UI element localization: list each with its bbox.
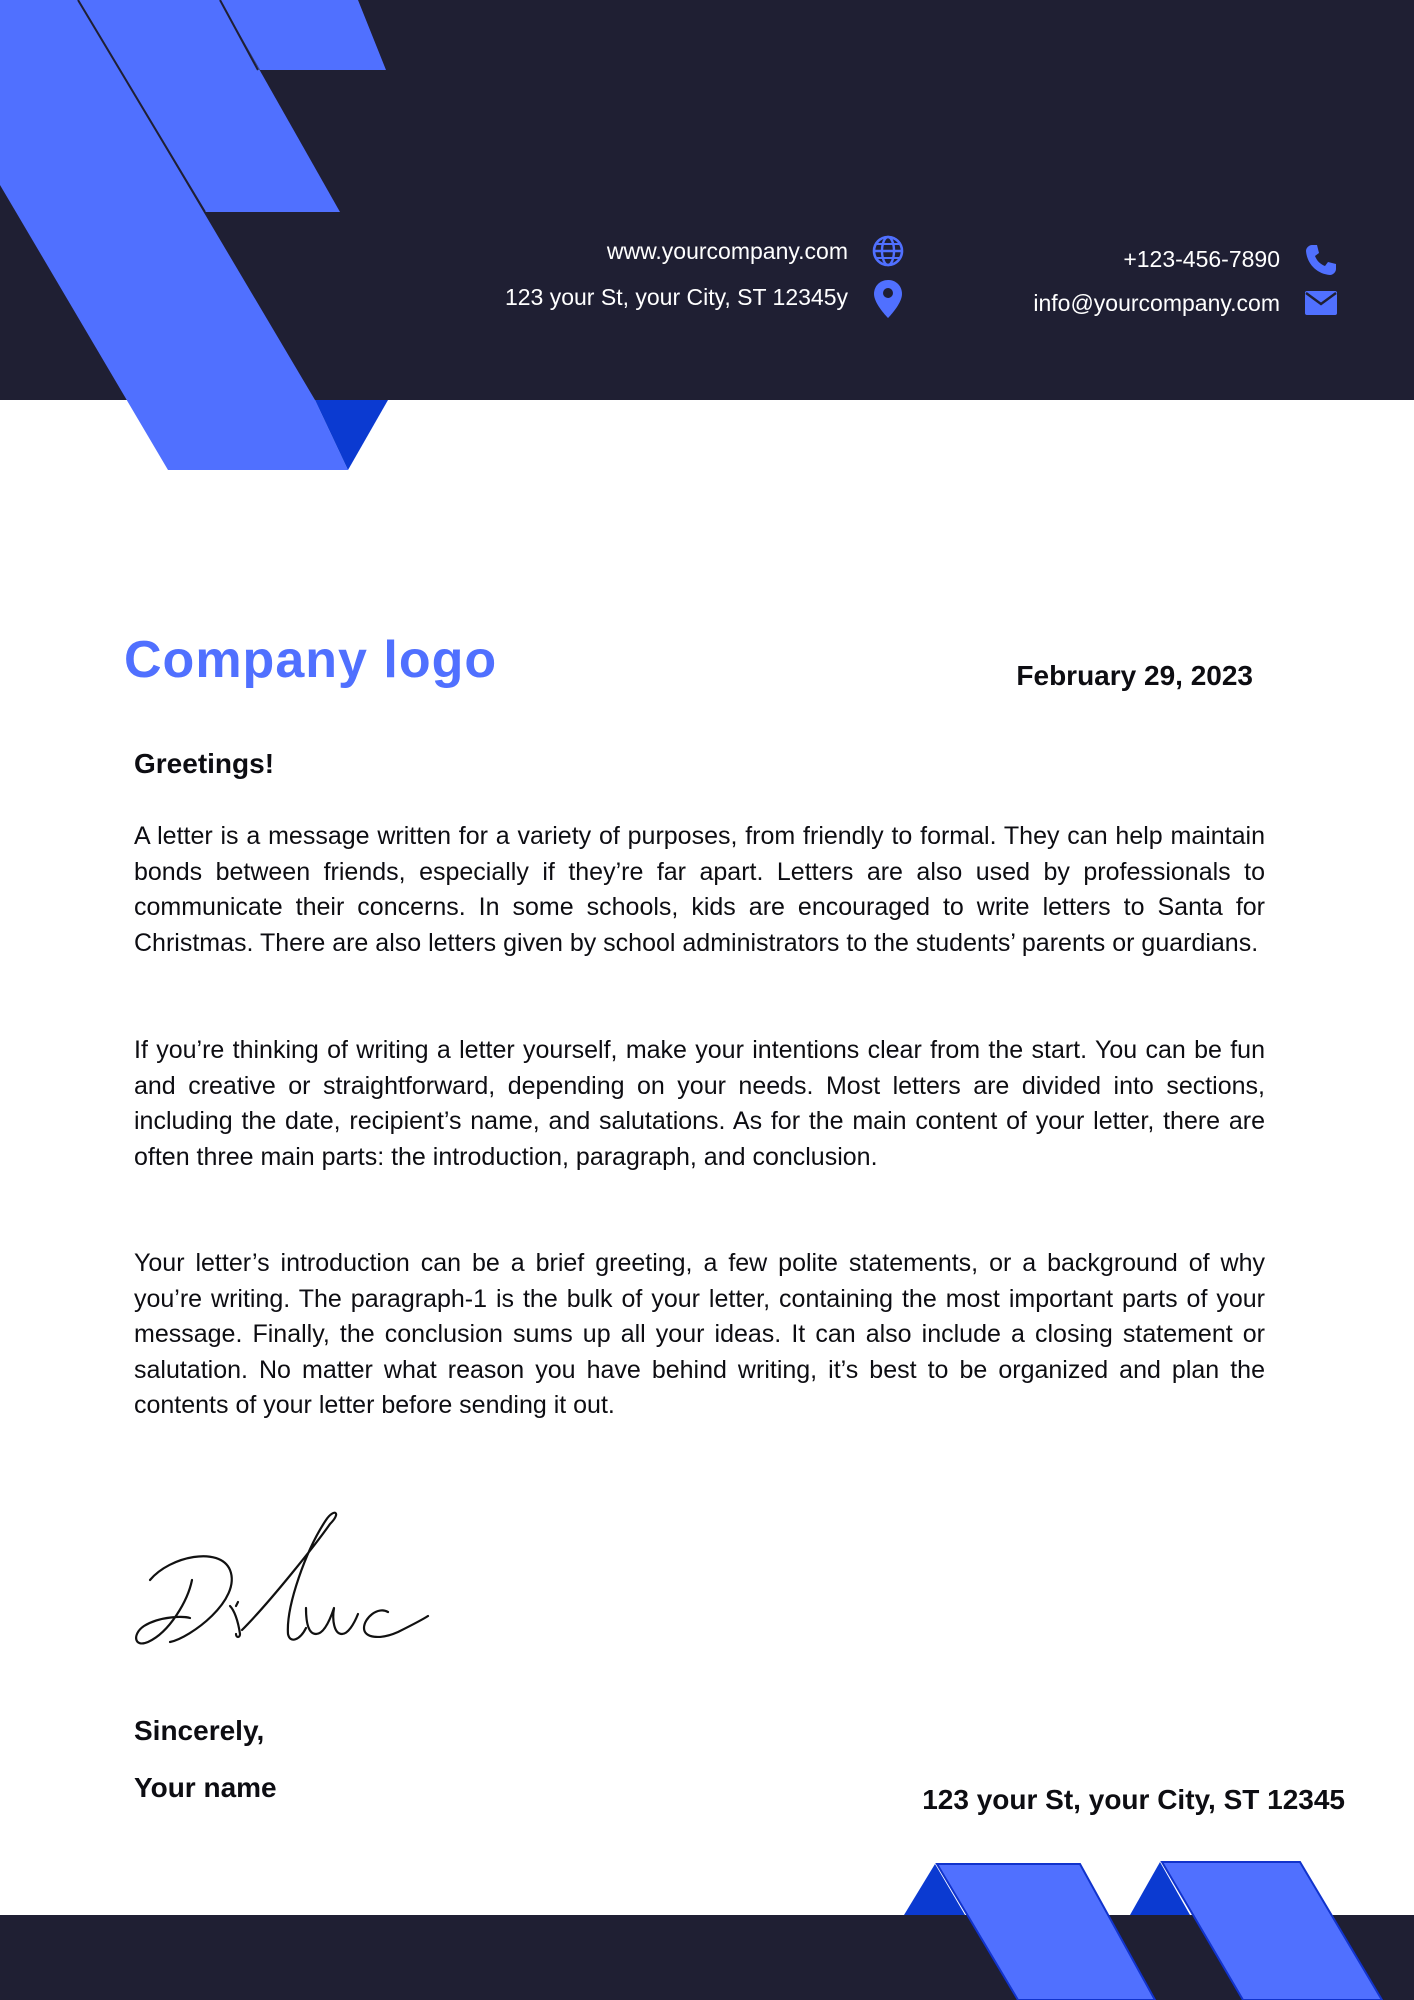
letter-date: February 29, 2023 xyxy=(1016,660,1253,691)
phone-text: +123-456-7890 xyxy=(1123,246,1280,272)
footer-address: 123 your St, your City, ST 12345 xyxy=(922,1784,1345,1815)
company-logo: Company logo xyxy=(124,631,498,689)
signature xyxy=(130,1510,450,1660)
address-text: 123 your St, your City, ST 12345y xyxy=(504,284,848,310)
email-text: info@yourcompany.com xyxy=(1033,290,1280,316)
footer-stripe-2 xyxy=(1162,1862,1382,2000)
greeting: Greetings! xyxy=(134,748,275,779)
footer-stripe-1 xyxy=(937,1864,1155,2000)
map-pin-icon xyxy=(873,279,903,319)
sender-name: Your name xyxy=(134,1772,277,1803)
body-paragraph-2: If you’re thinking of writing a letter yourself, make your intentions clear from the start. You can be fun and creative or straightforward, depending on your needs. Most letters are divided into sections, including the date, recipient’s name, and salutations. As for the main content of your letter, there are often three main parts: the introduction, paragraph, and conclusion. xyxy=(134,1036,1265,1171)
envelope-icon xyxy=(1304,290,1338,316)
closing: Sincerely, xyxy=(134,1715,265,1746)
website-text: www.yourcompany.com xyxy=(606,238,848,264)
body-paragraph-3: Your letter’s introduction can be a brief greeting, a few polite statements, or a background of why you’re writing. The paragraph-1 is the bulk of your letter, containing the most important parts of your message. Finally, the conclusion sums up all your ideas. It can also include a closing statement or salutation. No matter what reason you have behind writing, it’s best to be organized and plan the contents of your letter before sending it out. xyxy=(134,1249,1265,1420)
globe-icon xyxy=(871,234,905,268)
phone-icon xyxy=(1304,243,1338,277)
body-paragraph-1: A letter is a message written for a variety of purposes, from friendly to formal. They can help maintain bonds between friends, especially if they’re far apart. Letters are also used by professionals to communicate their concerns. In some schools, kids are encouraged to write letters to Santa for Christmas. There are also letters given by school administrators to the students’ parents or guardians. xyxy=(134,822,1265,957)
